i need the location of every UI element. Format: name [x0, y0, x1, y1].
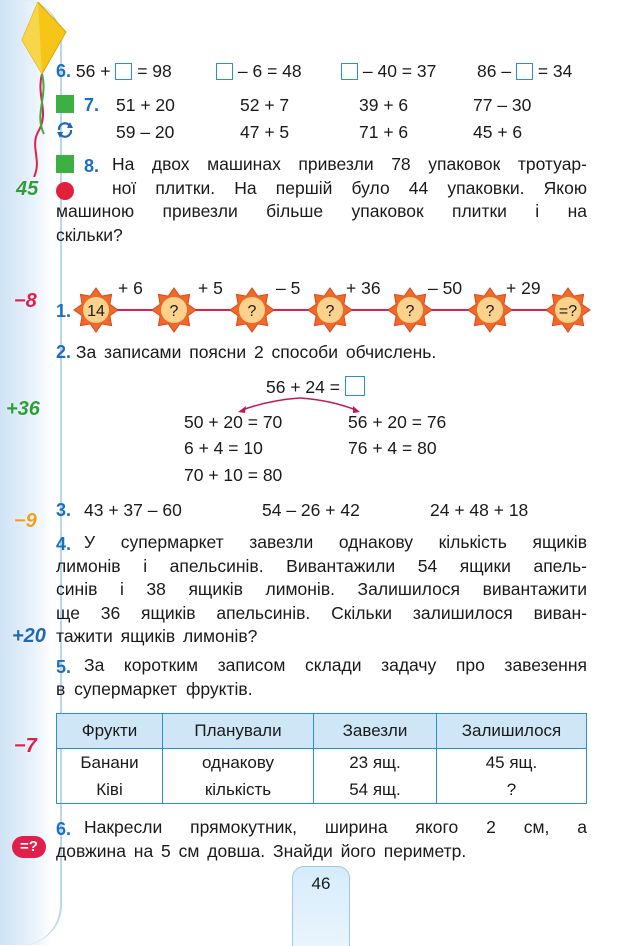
exercise-number: 7.	[84, 95, 100, 115]
exercise-8-text	[56, 153, 587, 247]
task-number: 5.	[56, 657, 72, 677]
fruits-table	[56, 713, 587, 804]
table-cell: однакову	[163, 749, 314, 777]
equation-part: 56 + 24 =	[266, 377, 340, 397]
text-line: тажити ящиків лимонів?	[56, 626, 258, 646]
star-chain	[0, 270, 638, 340]
task-number: 6.	[56, 819, 72, 839]
text-line: синів і 38 ящиків лимонів. Залишилося вивантажити	[56, 579, 587, 599]
expression: 47 + 5	[240, 122, 290, 142]
expression: 43 + 37 – 60	[84, 500, 182, 520]
equation	[216, 61, 302, 82]
operation-label: + 36	[346, 278, 381, 298]
star-unknown-value: ?	[485, 303, 495, 320]
text-line: лимонів і апельсинів. Вивантажили 54 ящики апель-	[56, 555, 587, 576]
text-line: ної плитки. На першій було 44 упаковки. Якою	[112, 177, 587, 198]
task-number: 4.	[56, 534, 72, 554]
task-number: 2.	[56, 342, 72, 362]
star-unknown-value: ?	[405, 303, 415, 320]
answer-box[interactable]	[516, 63, 533, 80]
table-cell: кількість	[163, 776, 314, 804]
expression: 52 + 7	[240, 95, 290, 115]
table-header: Планували	[163, 714, 314, 749]
table-row	[57, 776, 587, 804]
text-line: в супермаркет фруктів.	[56, 678, 253, 699]
task-text: За записами поясни 2 способи обчислень.	[75, 342, 437, 362]
kite-icon	[8, 2, 68, 177]
method-1-step: 50 + 20 = 70	[184, 412, 283, 432]
task-4-text	[56, 531, 587, 649]
star-start-value: 14	[87, 303, 105, 320]
operation-label: + 5	[198, 278, 223, 298]
equation-part: – 40 = 37	[362, 61, 437, 81]
table-header: Залишилося	[437, 714, 587, 749]
operation-label: – 5	[276, 278, 301, 298]
table-cell: 54 ящ.	[314, 776, 437, 804]
equation-part: – 6 = 48	[237, 61, 302, 81]
operation-label: – 50	[428, 278, 463, 298]
expression: 54 – 26 + 42	[262, 500, 360, 520]
task-6-text	[56, 816, 587, 863]
margin-number: −7	[14, 735, 37, 757]
expression: 45 + 6	[473, 122, 523, 142]
expression: 59 – 20	[116, 122, 175, 142]
table-cell: 23 ящ.	[314, 749, 437, 777]
equation-part: = 34	[537, 61, 573, 81]
expression: 24 + 48 + 18	[430, 500, 529, 520]
text-line: скільки?	[56, 224, 123, 245]
equation-part: = 98	[137, 61, 172, 81]
text-line: На двох машинах привезли 78 упаковок тротуар-	[112, 154, 587, 174]
text-line: довжина на 5 см довша. Знайди його периметр.	[56, 840, 467, 861]
expression: 51 + 20	[116, 95, 175, 115]
equation-part: 86 –	[477, 61, 512, 81]
table-header: Фрукти	[57, 714, 163, 749]
table-row	[57, 749, 587, 777]
task-5-text	[56, 654, 587, 701]
margin-number: +36	[6, 398, 40, 420]
text-line: машиною привезли більше упаковок плитки і на	[56, 201, 587, 221]
task-2-equation	[266, 376, 365, 398]
text-line: ще 36 ящиків апельсинів. Скільки залишилося виван-	[56, 602, 587, 623]
margin-number: −8	[14, 290, 37, 312]
answer-box[interactable]	[115, 63, 132, 80]
task-number: 3.	[56, 500, 72, 520]
star-unknown-value: ?	[169, 303, 179, 320]
page-number: 46	[292, 866, 350, 946]
check-badge: =?	[12, 836, 46, 858]
equation	[477, 61, 572, 82]
exercise-6	[56, 61, 172, 82]
answer-box[interactable]	[341, 63, 358, 80]
exercise-number: 6.	[56, 61, 72, 81]
text-line: У супермаркет завезли однакову кількість ящиків	[84, 532, 587, 552]
margin-number: 45	[16, 178, 39, 200]
answer-box[interactable]	[216, 63, 233, 80]
text-line: За коротким записом склади задачу про завезення	[84, 655, 587, 675]
table-header: Завезли	[314, 714, 437, 749]
equation	[341, 61, 436, 82]
green-square-icon	[56, 95, 74, 113]
expression: 39 + 6	[359, 95, 409, 115]
exercise-number: 8.	[84, 156, 100, 176]
task-number: 1.	[56, 301, 72, 321]
text-line: Накресли прямокутник, ширина якого 2 см, а	[84, 817, 587, 837]
operation-label: + 29	[506, 278, 541, 298]
star-unknown-value: ?	[247, 303, 257, 320]
table-cell: 45 ящ.	[437, 749, 587, 777]
method-1-step: 6 + 4 = 10	[184, 438, 263, 458]
operation-label: + 6	[118, 278, 143, 298]
answer-box[interactable]	[345, 376, 365, 396]
star-unknown-value: ?	[325, 303, 335, 320]
expression: 77 – 30	[473, 95, 532, 115]
method-1-step: 70 + 10 = 80	[184, 465, 283, 485]
table-cell: Ківі	[57, 776, 163, 804]
method-2-step: 76 + 4 = 80	[348, 438, 437, 458]
table-cell: Банани	[57, 749, 163, 777]
expression: 71 + 6	[359, 122, 409, 142]
method-2-step: 56 + 20 = 76	[348, 412, 447, 432]
table-cell: ?	[437, 776, 587, 804]
equation-part: 56 +	[75, 61, 111, 81]
cycle-arrows-icon	[55, 120, 75, 140]
margin-number: −9	[14, 510, 37, 532]
margin-number: +20	[12, 625, 46, 647]
star-unknown-value: =?	[558, 303, 578, 320]
task-2-heading	[56, 342, 436, 363]
